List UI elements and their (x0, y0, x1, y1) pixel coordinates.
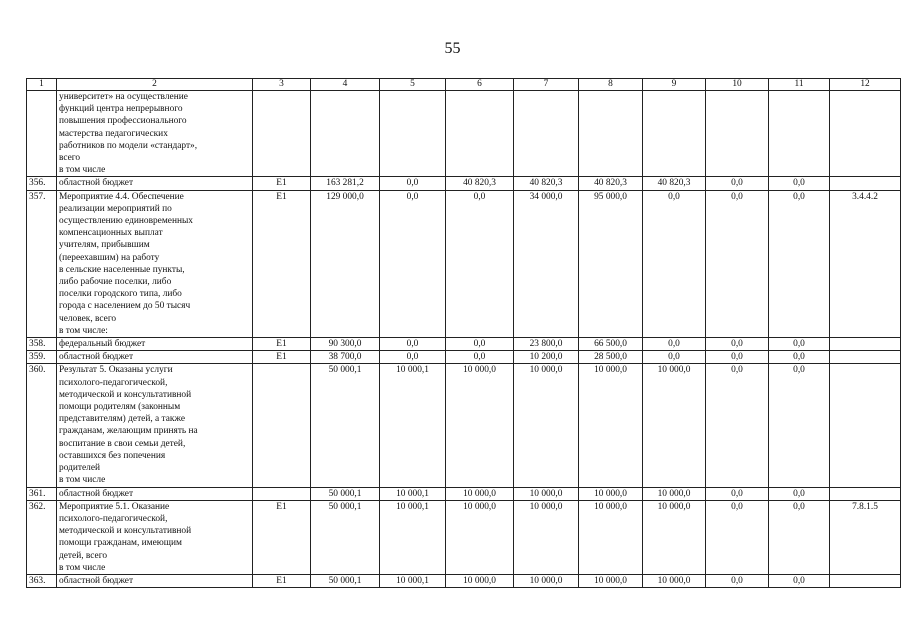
row-number: 361. (27, 487, 57, 500)
indicator-cell (830, 338, 901, 351)
table-row (27, 177, 901, 190)
indicator-cell: 3.4.4.2 (830, 190, 901, 337)
year-cell-6 (446, 91, 514, 177)
year-cell-8: 10 000,0 (579, 574, 643, 587)
col-header-1: 1 (27, 79, 57, 91)
col-header-10: 10 (706, 79, 769, 91)
year-cell-5: 10 000,1 (380, 500, 446, 574)
row-description: областной бюджет (57, 574, 253, 587)
col-header-4: 4 (311, 79, 380, 91)
year-cell-8: 66 500,0 (579, 338, 643, 351)
row-description: университет» на осуществление функций центра непрерывного повышения профессионального мастерства педагогических работников по модели «стандарт», всего в том числе (57, 91, 253, 177)
total-cell: 163 281,2 (311, 177, 380, 190)
total-cell: 50 000,1 (311, 500, 380, 574)
table-row (27, 91, 901, 177)
year-cell-9: 10 000,0 (643, 364, 706, 487)
code-cell: Е1 (253, 500, 311, 574)
year-cell-8: 10 000,0 (579, 364, 643, 487)
total-cell: 50 000,1 (311, 487, 380, 500)
year-cell-8: 40 820,3 (579, 177, 643, 190)
row-description: федеральный бюджет (57, 338, 253, 351)
year-cell-7: 23 800,0 (514, 338, 579, 351)
row-description: Мероприятие 4.4. Обеспечение реализации мероприятий по осуществлению единовременных компенсационных выплат учителям, прибывшим (переехавшим) на работу в сельские населенные пункты, либо рабочие поселки, либо поселки городского типа, либо города с населением до 50 тысяч человек, всего в том числе: (57, 190, 253, 337)
year-cell-11: 0,0 (769, 500, 830, 574)
year-cell-5: 0,0 (380, 338, 446, 351)
code-cell: Е1 (253, 574, 311, 587)
year-cell-11: 0,0 (769, 177, 830, 190)
total-cell: 50 000,1 (311, 574, 380, 587)
total-cell: 38 700,0 (311, 351, 380, 364)
indicator-cell (830, 177, 901, 190)
table-row (27, 500, 901, 574)
col-header-2: 2 (57, 79, 253, 91)
year-cell-8: 95 000,0 (579, 190, 643, 337)
year-cell-7: 10 000,0 (514, 364, 579, 487)
row-number: 356. (27, 177, 57, 190)
year-cell-7: 10 000,0 (514, 574, 579, 587)
table-row (27, 190, 901, 337)
year-cell-6: 0,0 (446, 351, 514, 364)
row-description: областной бюджет (57, 177, 253, 190)
year-cell-6: 10 000,0 (446, 574, 514, 587)
row-number: 362. (27, 500, 57, 574)
year-cell-9: 0,0 (643, 351, 706, 364)
year-cell-9: 10 000,0 (643, 500, 706, 574)
year-cell-11: 0,0 (769, 338, 830, 351)
year-cell-9: 10 000,0 (643, 574, 706, 587)
year-cell-11: 0,0 (769, 487, 830, 500)
year-cell-5: 10 000,1 (380, 364, 446, 487)
code-cell: Е1 (253, 177, 311, 190)
year-cell-10: 0,0 (706, 574, 769, 587)
year-cell-9: 40 820,3 (643, 177, 706, 190)
year-cell-7: 10 000,0 (514, 500, 579, 574)
year-cell-7: 10 200,0 (514, 351, 579, 364)
year-cell-10: 0,0 (706, 364, 769, 487)
row-number: 358. (27, 338, 57, 351)
total-cell: 50 000,1 (311, 364, 380, 487)
year-cell-8: 10 000,0 (579, 500, 643, 574)
total-cell (311, 91, 380, 177)
year-cell-10: 0,0 (706, 177, 769, 190)
row-number: 359. (27, 351, 57, 364)
year-cell-6: 40 820,3 (446, 177, 514, 190)
row-description: областной бюджет (57, 351, 253, 364)
col-header-5: 5 (380, 79, 446, 91)
indicator-cell (830, 91, 901, 177)
year-cell-7: 10 000,0 (514, 487, 579, 500)
col-header-6: 6 (446, 79, 514, 91)
col-header-7: 7 (514, 79, 579, 91)
year-cell-11 (769, 91, 830, 177)
year-cell-11: 0,0 (769, 190, 830, 337)
row-number (27, 91, 57, 177)
code-cell (253, 487, 311, 500)
year-cell-5 (380, 91, 446, 177)
col-header-11: 11 (769, 79, 830, 91)
total-cell: 90 300,0 (311, 338, 380, 351)
year-cell-9: 0,0 (643, 338, 706, 351)
year-cell-5: 10 000,1 (380, 487, 446, 500)
year-cell-10 (706, 91, 769, 177)
table-row (27, 487, 901, 500)
year-cell-11: 0,0 (769, 574, 830, 587)
year-cell-7: 34 000,0 (514, 190, 579, 337)
year-cell-11: 0,0 (769, 364, 830, 487)
table-row (27, 364, 901, 487)
row-description: Мероприятие 5.1. Оказание психолого-педагогической, методической и консультативной помощи гражданам, имеющим детей, всего в том числе (57, 500, 253, 574)
year-cell-7 (514, 91, 579, 177)
page-number: 55 (444, 40, 461, 57)
year-cell-8: 28 500,0 (579, 351, 643, 364)
row-number: 357. (27, 190, 57, 337)
row-description: областной бюджет (57, 487, 253, 500)
table-row (27, 338, 901, 351)
year-cell-6: 0,0 (446, 190, 514, 337)
indicator-cell (830, 487, 901, 500)
year-cell-6: 10 000,0 (446, 364, 514, 487)
col-header-9: 9 (643, 79, 706, 91)
year-cell-5: 10 000,1 (380, 574, 446, 587)
code-cell: Е1 (253, 338, 311, 351)
indicator-cell (830, 574, 901, 587)
year-cell-5: 0,0 (380, 351, 446, 364)
code-cell (253, 364, 311, 487)
indicator-cell (830, 364, 901, 487)
indicator-cell: 7.8.1.5 (830, 500, 901, 574)
col-header-8: 8 (579, 79, 643, 91)
indicator-cell (830, 351, 901, 364)
col-header-12: 12 (830, 79, 901, 91)
year-cell-7: 40 820,3 (514, 177, 579, 190)
year-cell-6: 10 000,0 (446, 487, 514, 500)
year-cell-5: 0,0 (380, 190, 446, 337)
header-row (27, 79, 901, 91)
year-cell-6: 0,0 (446, 338, 514, 351)
year-cell-9: 10 000,0 (643, 487, 706, 500)
col-header-3: 3 (253, 79, 311, 91)
year-cell-5: 0,0 (380, 177, 446, 190)
code-cell (253, 91, 311, 177)
row-number: 363. (27, 574, 57, 587)
row-description: Результат 5. Оказаны услуги психолого-педагогической, методической и консультативной помощи родителям (законным представителям) детей, а также гражданам, желающим принять на воспитание в свои семьи детей, оставшихся без попечения родителей в том числе (57, 364, 253, 487)
table-row (27, 351, 901, 364)
year-cell-10: 0,0 (706, 338, 769, 351)
year-cell-11: 0,0 (769, 351, 830, 364)
year-cell-9 (643, 91, 706, 177)
year-cell-9: 0,0 (643, 190, 706, 337)
row-number: 360. (27, 364, 57, 487)
code-cell: Е1 (253, 190, 311, 337)
table-row (27, 574, 901, 587)
year-cell-10: 0,0 (706, 487, 769, 500)
year-cell-8: 10 000,0 (579, 487, 643, 500)
year-cell-10: 0,0 (706, 351, 769, 364)
year-cell-6: 10 000,0 (446, 500, 514, 574)
year-cell-8 (579, 91, 643, 177)
total-cell: 129 000,0 (311, 190, 380, 337)
year-cell-10: 0,0 (706, 500, 769, 574)
year-cell-10: 0,0 (706, 190, 769, 337)
budget-table (26, 78, 901, 588)
code-cell: Е1 (253, 351, 311, 364)
